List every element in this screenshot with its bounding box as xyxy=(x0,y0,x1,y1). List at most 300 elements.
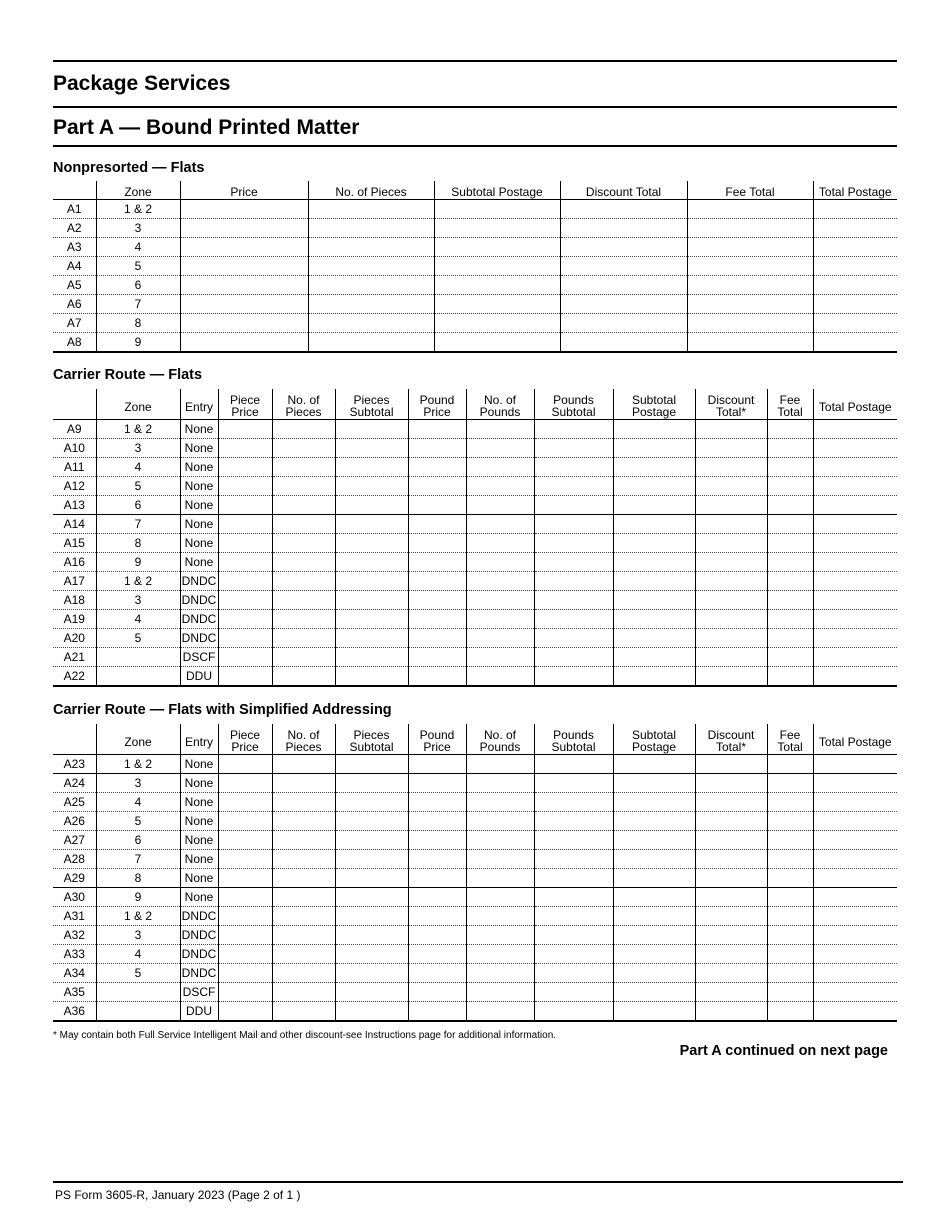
discount-total-cell[interactable] xyxy=(695,887,767,906)
pounds-cell[interactable] xyxy=(466,590,534,609)
piece-price-cell[interactable] xyxy=(218,963,272,982)
pound-price-cell[interactable] xyxy=(408,628,466,647)
discount-total-cell[interactable] xyxy=(560,218,687,237)
discount-total-cell[interactable] xyxy=(560,313,687,332)
subtotal-postage-cell[interactable] xyxy=(434,313,560,332)
pounds-cell[interactable] xyxy=(466,868,534,887)
pound-price-cell[interactable] xyxy=(408,457,466,476)
pieces-cell[interactable] xyxy=(308,218,434,237)
discount-total-cell[interactable] xyxy=(695,849,767,868)
pounds-cell[interactable] xyxy=(466,533,534,552)
pieces-cell[interactable] xyxy=(272,419,335,438)
pieces-cell[interactable] xyxy=(308,199,434,218)
discount-total-cell[interactable] xyxy=(695,571,767,590)
pound-price-cell[interactable] xyxy=(408,754,466,773)
pieces-subtotal-cell[interactable] xyxy=(335,868,408,887)
discount-total-cell[interactable] xyxy=(695,666,767,686)
price-cell[interactable] xyxy=(180,218,308,237)
fee-total-cell[interactable] xyxy=(767,773,813,792)
pounds-cell[interactable] xyxy=(466,571,534,590)
subtotal-postage-cell[interactable] xyxy=(613,419,695,438)
subtotal-postage-cell[interactable] xyxy=(613,792,695,811)
pound-price-cell[interactable] xyxy=(408,495,466,514)
subtotal-postage-cell[interactable] xyxy=(613,849,695,868)
subtotal-postage-cell[interactable] xyxy=(434,218,560,237)
piece-price-cell[interactable] xyxy=(218,590,272,609)
pound-price-cell[interactable] xyxy=(408,811,466,830)
pounds-cell[interactable] xyxy=(466,457,534,476)
piece-price-cell[interactable] xyxy=(218,906,272,925)
total-postage-cell[interactable] xyxy=(813,438,897,457)
pieces-cell[interactable] xyxy=(272,982,335,1001)
piece-price-cell[interactable] xyxy=(218,754,272,773)
pieces-cell[interactable] xyxy=(272,571,335,590)
subtotal-postage-cell[interactable] xyxy=(613,982,695,1001)
total-postage-cell[interactable] xyxy=(813,533,897,552)
fee-total-cell[interactable] xyxy=(767,590,813,609)
piece-price-cell[interactable] xyxy=(218,495,272,514)
fee-total-cell[interactable] xyxy=(767,476,813,495)
pieces-subtotal-cell[interactable] xyxy=(335,419,408,438)
total-postage-cell[interactable] xyxy=(813,868,897,887)
pieces-subtotal-cell[interactable] xyxy=(335,666,408,686)
pounds-cell[interactable] xyxy=(466,628,534,647)
subtotal-postage-cell[interactable] xyxy=(613,628,695,647)
pounds-subtotal-cell[interactable] xyxy=(534,963,613,982)
discount-total-cell[interactable] xyxy=(695,647,767,666)
fee-total-cell[interactable] xyxy=(767,925,813,944)
pounds-cell[interactable] xyxy=(466,552,534,571)
pieces-subtotal-cell[interactable] xyxy=(335,887,408,906)
pieces-cell[interactable] xyxy=(308,294,434,313)
pound-price-cell[interactable] xyxy=(408,887,466,906)
fee-total-cell[interactable] xyxy=(767,609,813,628)
pounds-subtotal-cell[interactable] xyxy=(534,868,613,887)
fee-total-cell[interactable] xyxy=(687,294,813,313)
pound-price-cell[interactable] xyxy=(408,609,466,628)
pieces-subtotal-cell[interactable] xyxy=(335,457,408,476)
discount-total-cell[interactable] xyxy=(695,773,767,792)
total-postage-cell[interactable] xyxy=(813,906,897,925)
total-postage-cell[interactable] xyxy=(813,830,897,849)
pound-price-cell[interactable] xyxy=(408,647,466,666)
subtotal-postage-cell[interactable] xyxy=(434,256,560,275)
pounds-subtotal-cell[interactable] xyxy=(534,849,613,868)
fee-total-cell[interactable] xyxy=(767,495,813,514)
piece-price-cell[interactable] xyxy=(218,628,272,647)
fee-total-cell[interactable] xyxy=(767,963,813,982)
discount-total-cell[interactable] xyxy=(695,419,767,438)
discount-total-cell[interactable] xyxy=(695,533,767,552)
pieces-cell[interactable] xyxy=(272,754,335,773)
discount-total-cell[interactable] xyxy=(695,925,767,944)
fee-total-cell[interactable] xyxy=(767,1001,813,1021)
pound-price-cell[interactable] xyxy=(408,792,466,811)
pounds-cell[interactable] xyxy=(466,495,534,514)
fee-total-cell[interactable] xyxy=(687,256,813,275)
pounds-cell[interactable] xyxy=(466,754,534,773)
discount-total-cell[interactable] xyxy=(695,982,767,1001)
fee-total-cell[interactable] xyxy=(767,868,813,887)
total-postage-cell[interactable] xyxy=(813,332,897,352)
price-cell[interactable] xyxy=(180,256,308,275)
piece-price-cell[interactable] xyxy=(218,609,272,628)
pieces-cell[interactable] xyxy=(272,830,335,849)
subtotal-postage-cell[interactable] xyxy=(613,887,695,906)
piece-price-cell[interactable] xyxy=(218,792,272,811)
total-postage-cell[interactable] xyxy=(813,944,897,963)
pieces-cell[interactable] xyxy=(308,313,434,332)
total-postage-cell[interactable] xyxy=(813,419,897,438)
total-postage-cell[interactable] xyxy=(813,887,897,906)
pounds-subtotal-cell[interactable] xyxy=(534,906,613,925)
piece-price-cell[interactable] xyxy=(218,438,272,457)
fee-total-cell[interactable] xyxy=(767,666,813,686)
pounds-subtotal-cell[interactable] xyxy=(534,811,613,830)
price-cell[interactable] xyxy=(180,313,308,332)
pieces-subtotal-cell[interactable] xyxy=(335,514,408,533)
subtotal-postage-cell[interactable] xyxy=(613,571,695,590)
pounds-cell[interactable] xyxy=(466,1001,534,1021)
total-postage-cell[interactable] xyxy=(813,218,897,237)
pounds-subtotal-cell[interactable] xyxy=(534,438,613,457)
subtotal-postage-cell[interactable] xyxy=(613,495,695,514)
pieces-subtotal-cell[interactable] xyxy=(335,1001,408,1021)
subtotal-postage-cell[interactable] xyxy=(613,963,695,982)
fee-total-cell[interactable] xyxy=(767,754,813,773)
discount-total-cell[interactable] xyxy=(695,830,767,849)
pounds-cell[interactable] xyxy=(466,925,534,944)
pieces-subtotal-cell[interactable] xyxy=(335,982,408,1001)
discount-total-cell[interactable] xyxy=(695,438,767,457)
pieces-cell[interactable] xyxy=(308,237,434,256)
subtotal-postage-cell[interactable] xyxy=(434,332,560,352)
fee-total-cell[interactable] xyxy=(767,944,813,963)
total-postage-cell[interactable] xyxy=(813,811,897,830)
pieces-subtotal-cell[interactable] xyxy=(335,944,408,963)
fee-total-cell[interactable] xyxy=(767,830,813,849)
total-postage-cell[interactable] xyxy=(813,1001,897,1021)
fee-total-cell[interactable] xyxy=(767,982,813,1001)
total-postage-cell[interactable] xyxy=(813,457,897,476)
subtotal-postage-cell[interactable] xyxy=(613,1001,695,1021)
subtotal-postage-cell[interactable] xyxy=(613,944,695,963)
pieces-cell[interactable] xyxy=(308,256,434,275)
pieces-subtotal-cell[interactable] xyxy=(335,609,408,628)
price-cell[interactable] xyxy=(180,294,308,313)
discount-total-cell[interactable] xyxy=(695,1001,767,1021)
subtotal-postage-cell[interactable] xyxy=(613,773,695,792)
pounds-cell[interactable] xyxy=(466,419,534,438)
total-postage-cell[interactable] xyxy=(813,792,897,811)
discount-total-cell[interactable] xyxy=(695,963,767,982)
pieces-subtotal-cell[interactable] xyxy=(335,495,408,514)
subtotal-postage-cell[interactable] xyxy=(613,609,695,628)
piece-price-cell[interactable] xyxy=(218,419,272,438)
pieces-cell[interactable] xyxy=(272,906,335,925)
pound-price-cell[interactable] xyxy=(408,666,466,686)
piece-price-cell[interactable] xyxy=(218,514,272,533)
piece-price-cell[interactable] xyxy=(218,830,272,849)
pounds-subtotal-cell[interactable] xyxy=(534,754,613,773)
piece-price-cell[interactable] xyxy=(218,476,272,495)
discount-total-cell[interactable] xyxy=(560,237,687,256)
pieces-subtotal-cell[interactable] xyxy=(335,590,408,609)
pound-price-cell[interactable] xyxy=(408,982,466,1001)
pounds-subtotal-cell[interactable] xyxy=(534,887,613,906)
pieces-subtotal-cell[interactable] xyxy=(335,628,408,647)
fee-total-cell[interactable] xyxy=(767,514,813,533)
pieces-cell[interactable] xyxy=(272,887,335,906)
pieces-subtotal-cell[interactable] xyxy=(335,925,408,944)
subtotal-postage-cell[interactable] xyxy=(434,237,560,256)
pieces-cell[interactable] xyxy=(272,628,335,647)
subtotal-postage-cell[interactable] xyxy=(613,438,695,457)
pound-price-cell[interactable] xyxy=(408,476,466,495)
pounds-cell[interactable] xyxy=(466,811,534,830)
subtotal-postage-cell[interactable] xyxy=(613,476,695,495)
pieces-cell[interactable] xyxy=(272,514,335,533)
pieces-cell[interactable] xyxy=(272,647,335,666)
discount-total-cell[interactable] xyxy=(560,332,687,352)
pounds-subtotal-cell[interactable] xyxy=(534,925,613,944)
total-postage-cell[interactable] xyxy=(813,754,897,773)
piece-price-cell[interactable] xyxy=(218,666,272,686)
pounds-subtotal-cell[interactable] xyxy=(534,457,613,476)
total-postage-cell[interactable] xyxy=(813,199,897,218)
subtotal-postage-cell[interactable] xyxy=(613,590,695,609)
piece-price-cell[interactable] xyxy=(218,773,272,792)
pounds-cell[interactable] xyxy=(466,830,534,849)
pieces-subtotal-cell[interactable] xyxy=(335,438,408,457)
pounds-cell[interactable] xyxy=(466,438,534,457)
pieces-subtotal-cell[interactable] xyxy=(335,647,408,666)
total-postage-cell[interactable] xyxy=(813,925,897,944)
discount-total-cell[interactable] xyxy=(695,476,767,495)
pounds-subtotal-cell[interactable] xyxy=(534,552,613,571)
pound-price-cell[interactable] xyxy=(408,533,466,552)
total-postage-cell[interactable] xyxy=(813,294,897,313)
pounds-subtotal-cell[interactable] xyxy=(534,419,613,438)
fee-total-cell[interactable] xyxy=(767,457,813,476)
pound-price-cell[interactable] xyxy=(408,419,466,438)
pound-price-cell[interactable] xyxy=(408,438,466,457)
pounds-subtotal-cell[interactable] xyxy=(534,571,613,590)
total-postage-cell[interactable] xyxy=(813,237,897,256)
pound-price-cell[interactable] xyxy=(408,1001,466,1021)
discount-total-cell[interactable] xyxy=(695,590,767,609)
discount-total-cell[interactable] xyxy=(560,199,687,218)
pounds-subtotal-cell[interactable] xyxy=(534,830,613,849)
pounds-cell[interactable] xyxy=(466,773,534,792)
discount-total-cell[interactable] xyxy=(695,628,767,647)
discount-total-cell[interactable] xyxy=(695,754,767,773)
pound-price-cell[interactable] xyxy=(408,830,466,849)
pounds-cell[interactable] xyxy=(466,792,534,811)
fee-total-cell[interactable] xyxy=(767,811,813,830)
pieces-cell[interactable] xyxy=(272,609,335,628)
pieces-cell[interactable] xyxy=(272,849,335,868)
fee-total-cell[interactable] xyxy=(767,419,813,438)
total-postage-cell[interactable] xyxy=(813,609,897,628)
pound-price-cell[interactable] xyxy=(408,944,466,963)
pounds-subtotal-cell[interactable] xyxy=(534,514,613,533)
pounds-cell[interactable] xyxy=(466,514,534,533)
pounds-subtotal-cell[interactable] xyxy=(534,792,613,811)
pieces-cell[interactable] xyxy=(272,925,335,944)
pound-price-cell[interactable] xyxy=(408,514,466,533)
fee-total-cell[interactable] xyxy=(767,849,813,868)
fee-total-cell[interactable] xyxy=(687,275,813,294)
pounds-cell[interactable] xyxy=(466,666,534,686)
pound-price-cell[interactable] xyxy=(408,552,466,571)
fee-total-cell[interactable] xyxy=(767,438,813,457)
pieces-subtotal-cell[interactable] xyxy=(335,476,408,495)
piece-price-cell[interactable] xyxy=(218,925,272,944)
pounds-subtotal-cell[interactable] xyxy=(534,773,613,792)
subtotal-postage-cell[interactable] xyxy=(434,275,560,294)
pieces-cell[interactable] xyxy=(272,476,335,495)
total-postage-cell[interactable] xyxy=(813,849,897,868)
pound-price-cell[interactable] xyxy=(408,906,466,925)
fee-total-cell[interactable] xyxy=(767,571,813,590)
subtotal-postage-cell[interactable] xyxy=(434,294,560,313)
subtotal-postage-cell[interactable] xyxy=(613,647,695,666)
pieces-cell[interactable] xyxy=(308,332,434,352)
pounds-subtotal-cell[interactable] xyxy=(534,590,613,609)
subtotal-postage-cell[interactable] xyxy=(613,754,695,773)
discount-total-cell[interactable] xyxy=(695,792,767,811)
pounds-subtotal-cell[interactable] xyxy=(534,533,613,552)
pieces-subtotal-cell[interactable] xyxy=(335,533,408,552)
pieces-cell[interactable] xyxy=(272,944,335,963)
total-postage-cell[interactable] xyxy=(813,495,897,514)
pieces-cell[interactable] xyxy=(272,590,335,609)
total-postage-cell[interactable] xyxy=(813,275,897,294)
pieces-cell[interactable] xyxy=(272,792,335,811)
subtotal-postage-cell[interactable] xyxy=(613,868,695,887)
fee-total-cell[interactable] xyxy=(767,792,813,811)
piece-price-cell[interactable] xyxy=(218,811,272,830)
total-postage-cell[interactable] xyxy=(813,590,897,609)
pieces-subtotal-cell[interactable] xyxy=(335,963,408,982)
discount-total-cell[interactable] xyxy=(695,552,767,571)
fee-total-cell[interactable] xyxy=(767,887,813,906)
pounds-subtotal-cell[interactable] xyxy=(534,628,613,647)
pieces-cell[interactable] xyxy=(272,963,335,982)
pounds-subtotal-cell[interactable] xyxy=(534,476,613,495)
discount-total-cell[interactable] xyxy=(560,294,687,313)
discount-total-cell[interactable] xyxy=(695,457,767,476)
pieces-subtotal-cell[interactable] xyxy=(335,906,408,925)
fee-total-cell[interactable] xyxy=(687,199,813,218)
fee-total-cell[interactable] xyxy=(687,237,813,256)
pounds-subtotal-cell[interactable] xyxy=(534,982,613,1001)
price-cell[interactable] xyxy=(180,199,308,218)
piece-price-cell[interactable] xyxy=(218,982,272,1001)
pound-price-cell[interactable] xyxy=(408,849,466,868)
piece-price-cell[interactable] xyxy=(218,887,272,906)
pounds-cell[interactable] xyxy=(466,906,534,925)
fee-total-cell[interactable] xyxy=(767,533,813,552)
subtotal-postage-cell[interactable] xyxy=(613,811,695,830)
pieces-cell[interactable] xyxy=(272,666,335,686)
pieces-cell[interactable] xyxy=(272,438,335,457)
fee-total-cell[interactable] xyxy=(767,906,813,925)
total-postage-cell[interactable] xyxy=(813,313,897,332)
pieces-cell[interactable] xyxy=(272,773,335,792)
piece-price-cell[interactable] xyxy=(218,647,272,666)
pounds-cell[interactable] xyxy=(466,963,534,982)
subtotal-postage-cell[interactable] xyxy=(613,666,695,686)
piece-price-cell[interactable] xyxy=(218,849,272,868)
pound-price-cell[interactable] xyxy=(408,571,466,590)
pounds-subtotal-cell[interactable] xyxy=(534,944,613,963)
pieces-subtotal-cell[interactable] xyxy=(335,830,408,849)
piece-price-cell[interactable] xyxy=(218,1001,272,1021)
discount-total-cell[interactable] xyxy=(695,811,767,830)
pieces-cell[interactable] xyxy=(272,457,335,476)
pounds-cell[interactable] xyxy=(466,887,534,906)
fee-total-cell[interactable] xyxy=(687,313,813,332)
pounds-subtotal-cell[interactable] xyxy=(534,609,613,628)
piece-price-cell[interactable] xyxy=(218,571,272,590)
pound-price-cell[interactable] xyxy=(408,590,466,609)
pieces-cell[interactable] xyxy=(272,868,335,887)
subtotal-postage-cell[interactable] xyxy=(613,552,695,571)
piece-price-cell[interactable] xyxy=(218,533,272,552)
fee-total-cell[interactable] xyxy=(767,647,813,666)
pound-price-cell[interactable] xyxy=(408,868,466,887)
discount-total-cell[interactable] xyxy=(560,256,687,275)
subtotal-postage-cell[interactable] xyxy=(613,514,695,533)
subtotal-postage-cell[interactable] xyxy=(613,925,695,944)
total-postage-cell[interactable] xyxy=(813,256,897,275)
pieces-cell[interactable] xyxy=(308,275,434,294)
subtotal-postage-cell[interactable] xyxy=(613,533,695,552)
total-postage-cell[interactable] xyxy=(813,773,897,792)
pounds-subtotal-cell[interactable] xyxy=(534,495,613,514)
discount-total-cell[interactable] xyxy=(695,514,767,533)
total-postage-cell[interactable] xyxy=(813,982,897,1001)
fee-total-cell[interactable] xyxy=(687,332,813,352)
pounds-subtotal-cell[interactable] xyxy=(534,647,613,666)
total-postage-cell[interactable] xyxy=(813,647,897,666)
fee-total-cell[interactable] xyxy=(767,552,813,571)
pound-price-cell[interactable] xyxy=(408,773,466,792)
discount-total-cell[interactable] xyxy=(695,868,767,887)
pieces-cell[interactable] xyxy=(272,552,335,571)
pieces-cell[interactable] xyxy=(272,533,335,552)
pounds-subtotal-cell[interactable] xyxy=(534,666,613,686)
piece-price-cell[interactable] xyxy=(218,457,272,476)
pieces-subtotal-cell[interactable] xyxy=(335,552,408,571)
total-postage-cell[interactable] xyxy=(813,666,897,686)
discount-total-cell[interactable] xyxy=(560,275,687,294)
discount-total-cell[interactable] xyxy=(695,944,767,963)
subtotal-postage-cell[interactable] xyxy=(613,457,695,476)
pieces-cell[interactable] xyxy=(272,495,335,514)
total-postage-cell[interactable] xyxy=(813,571,897,590)
pounds-cell[interactable] xyxy=(466,647,534,666)
pieces-subtotal-cell[interactable] xyxy=(335,811,408,830)
price-cell[interactable] xyxy=(180,332,308,352)
total-postage-cell[interactable] xyxy=(813,628,897,647)
subtotal-postage-cell[interactable] xyxy=(613,830,695,849)
pounds-cell[interactable] xyxy=(466,982,534,1001)
pounds-cell[interactable] xyxy=(466,849,534,868)
total-postage-cell[interactable] xyxy=(813,963,897,982)
